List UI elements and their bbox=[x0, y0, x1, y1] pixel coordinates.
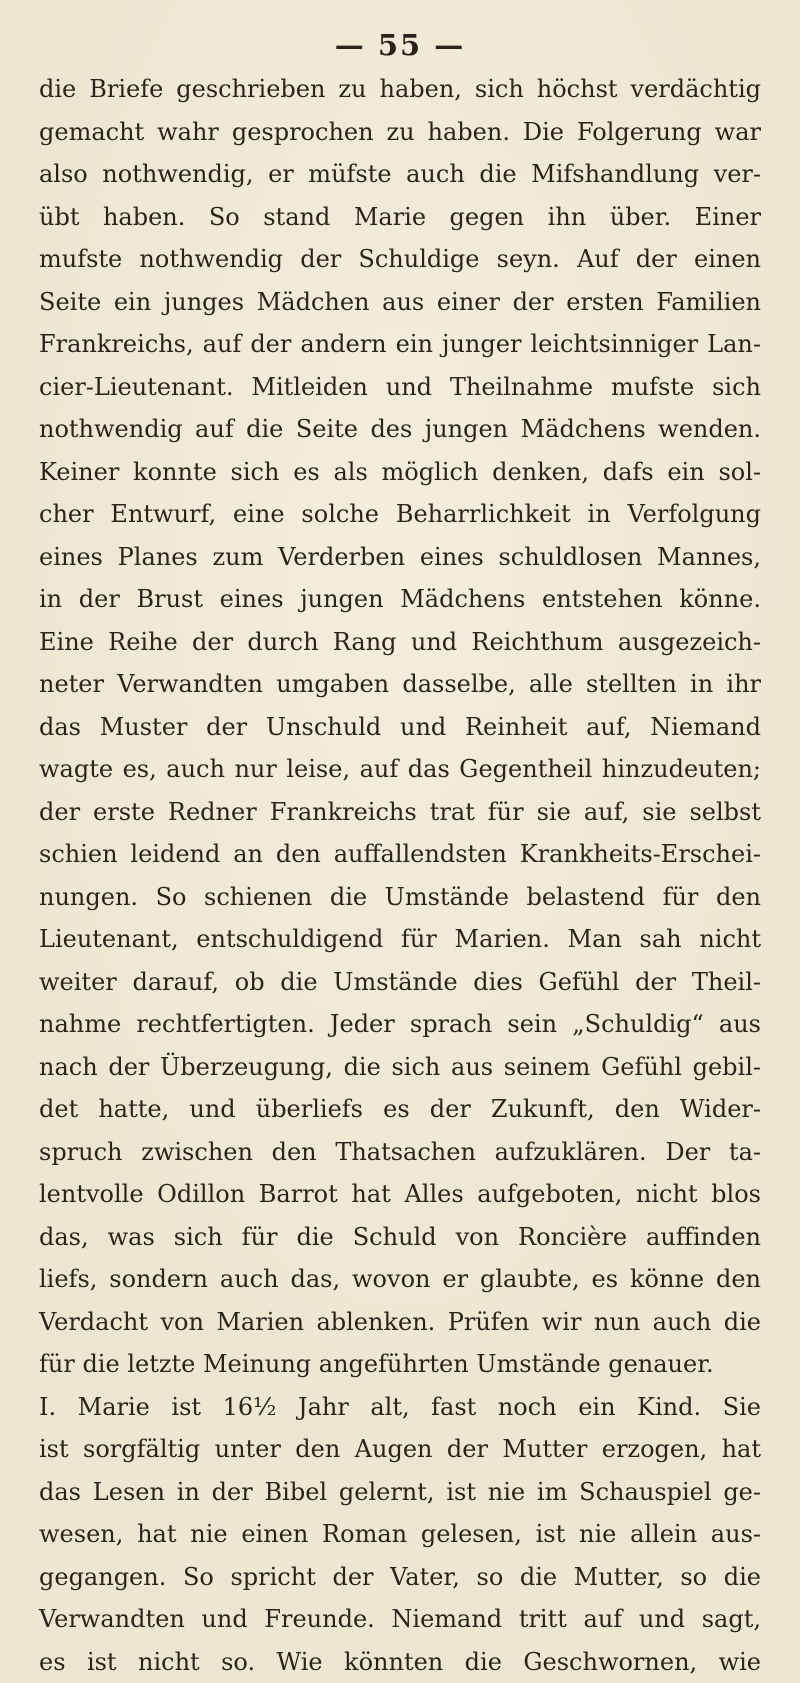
text-line: die Briefe geschrieben zu haben, sich höchst verdächtig bbox=[39, 68, 761, 111]
text-line: gegangen. So spricht der Vater, so die Mutter, so die bbox=[39, 1556, 761, 1599]
text-line: also nothwendig, er müfste auch die Mifshandlung ver- bbox=[39, 153, 761, 196]
text-line: Verdacht von Marien ablenken. Prüfen wir nun auch die bbox=[39, 1301, 761, 1344]
text-line: nungen. So schienen die Umstände belastend für den bbox=[39, 876, 761, 919]
text-line: das, was sich für die Schuld von Roncière auffinden bbox=[39, 1216, 761, 1259]
text-line: I. Marie ist 16½ Jahr alt, fast noch ein Kind. Sie bbox=[39, 1386, 761, 1429]
text-line: schien leidend an den auffallendsten Krankheits-Erschei- bbox=[39, 833, 761, 876]
text-line: übt haben. So stand Marie gegen ihn über. Einer bbox=[39, 196, 761, 239]
text-line: lentvolle Odillon Barrot hat Alles aufgeboten, nicht blos bbox=[39, 1173, 761, 1216]
text-line: in der Brust eines jungen Mädchens entstehen könne. bbox=[39, 578, 761, 621]
text-line: mufste nothwendig der Schuldige seyn. Auf der einen bbox=[39, 238, 761, 281]
text-line: nach der Überzeugung, die sich aus seinem Gefühl gebil- bbox=[39, 1046, 761, 1089]
text-line: wesen, hat nie einen Roman gelesen, ist nie allein aus- bbox=[39, 1513, 761, 1556]
text-line: eines Planes zum Verderben eines schuldlosen Mannes, bbox=[39, 536, 761, 579]
text-line: weiter darauf, ob die Umstände dies Gefühl der Theil- bbox=[39, 961, 761, 1004]
text-line: ist sorgfältig unter den Augen der Mutter erzogen, hat bbox=[39, 1428, 761, 1471]
text-line: Verwandten und Freunde. Niemand tritt auf und sagt, bbox=[39, 1598, 761, 1641]
text-line: Frankreichs, auf der andern ein junger leichtsinniger Lan- bbox=[39, 323, 761, 366]
text-line: Seite ein junges Mädchen aus einer der ersten Familien bbox=[39, 281, 761, 324]
text-line: Lieutenant, entschuldigend für Marien. Man sah nicht bbox=[39, 918, 761, 961]
text-line: gemacht wahr gesprochen zu haben. Die Folgerung war bbox=[39, 111, 761, 154]
text-line: wagte es, auch nur leise, auf das Gegentheil hinzudeuten; bbox=[39, 748, 761, 791]
text-line: das Muster der Unschuld und Reinheit auf, Niemand bbox=[39, 706, 761, 749]
text-line: es ist nicht so. Wie könnten die Geschwornen, wie bbox=[39, 1641, 761, 1683]
text-line: nahme rechtfertigten. Jeder sprach sein „Schuldig“ aus bbox=[39, 1003, 761, 1046]
text-line: det hatte, und überliefs es der Zukunft, den Wider- bbox=[39, 1088, 761, 1131]
body-text bbox=[39, 68, 761, 1683]
text-line: spruch zwischen den Thatsachen aufzuklären. Der ta- bbox=[39, 1131, 761, 1174]
text-line: nothwendig auf die Seite des jungen Mädchens wenden. bbox=[39, 408, 761, 451]
text-line: Eine Reihe der durch Rang und Reichthum ausgezeich- bbox=[39, 621, 761, 664]
text-line: der erste Redner Frankreichs trat für sie auf, sie selbst bbox=[39, 791, 761, 834]
text-line: cher Entwurf, eine solche Beharrlichkeit in Verfolgung bbox=[39, 493, 761, 536]
text-line: cier-Lieutenant. Mitleiden und Theilnahme mufste sich bbox=[39, 366, 761, 409]
text-line: liefs, sondern auch das, wovon er glaubte, es könne den bbox=[39, 1258, 761, 1301]
text-line: Keiner konnte sich es als möglich denken, dafs ein sol- bbox=[39, 451, 761, 494]
page-number-header: — 55 — bbox=[0, 28, 800, 62]
text-line: neter Verwandten umgaben dasselbe, alle stellten in ihr bbox=[39, 663, 761, 706]
text-line: für die letzte Meinung angeführten Umstände genauer. bbox=[39, 1343, 761, 1386]
text-line: das Lesen in der Bibel gelernt, ist nie im Schauspiel ge- bbox=[39, 1471, 761, 1514]
